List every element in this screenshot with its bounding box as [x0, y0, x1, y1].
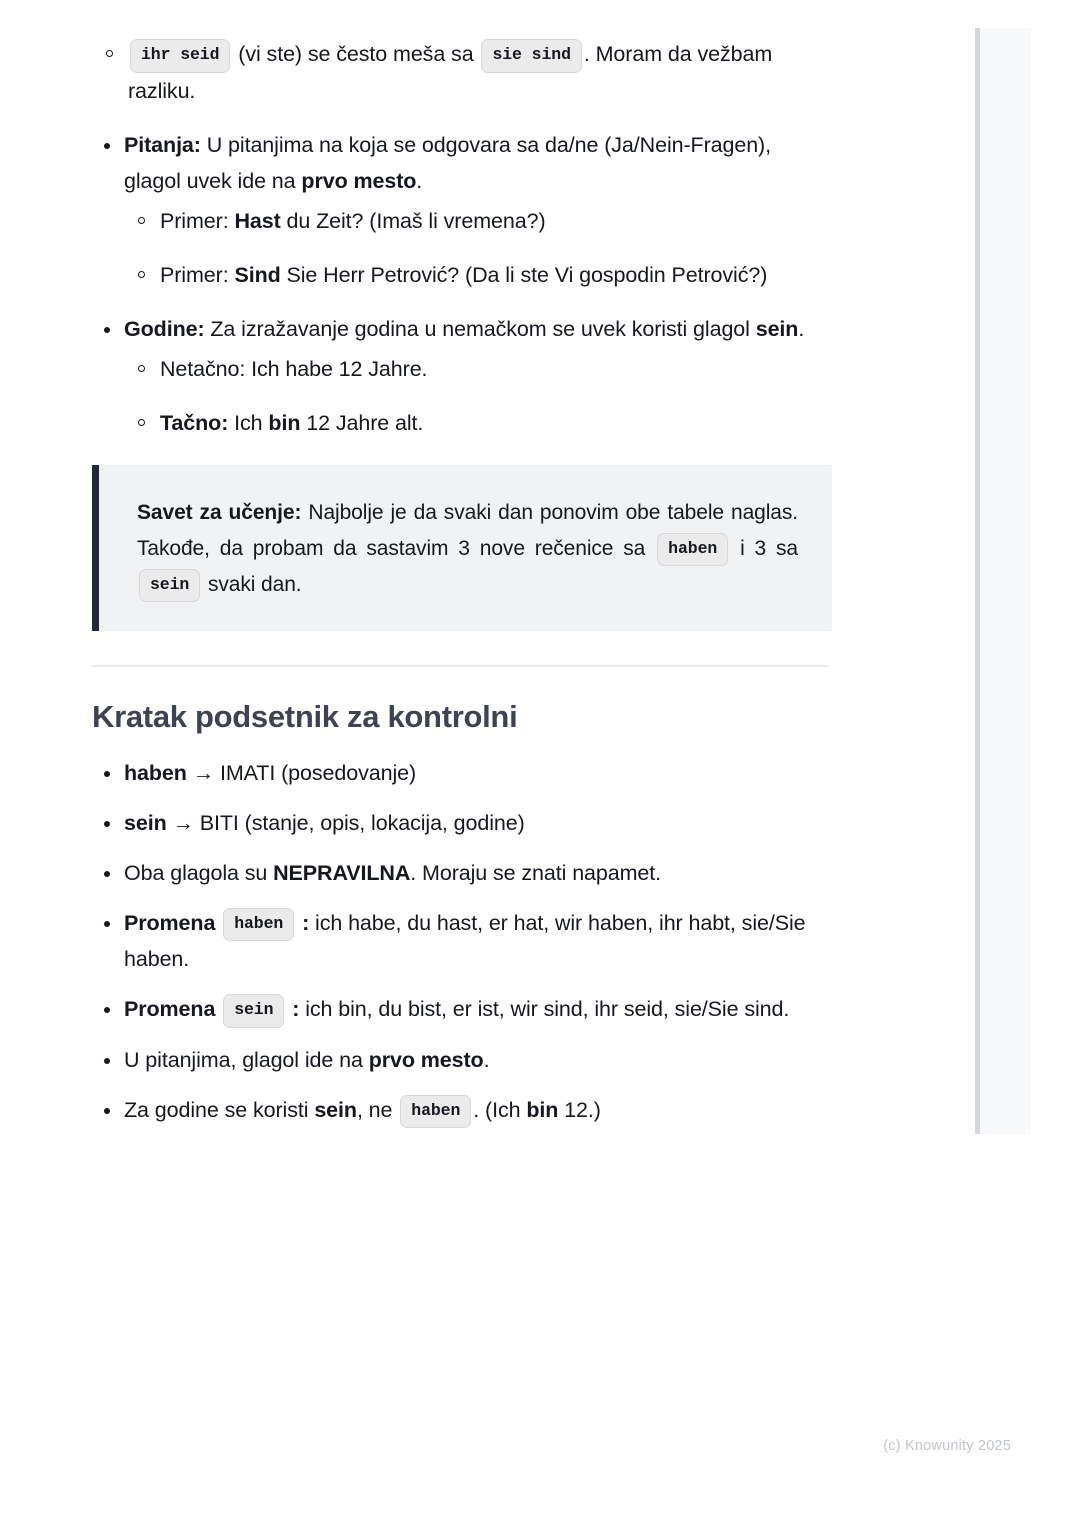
- sub-suffix: du Zeit? (Imaš li vremena?): [280, 208, 546, 233]
- list-item: [124, 203, 832, 239]
- sub-emphasis: Sind: [234, 262, 281, 287]
- code-chip-haben: haben: [657, 533, 728, 567]
- summary-text-before: Za godine se koristi: [124, 1097, 315, 1122]
- sub-suffix: Ich: [228, 410, 269, 435]
- summary-emphasis: prvo mesto: [368, 1047, 484, 1072]
- summary-term: Promena: [124, 910, 216, 935]
- list-item-text: (vi ste) se često meša sa: [232, 42, 480, 66]
- sub-suffix-2: 12 Jahre alt.: [300, 410, 424, 435]
- summary-term: Promena: [124, 997, 216, 1021]
- code-chip-sie-sind: sie sind: [481, 39, 581, 73]
- bullet-emphasis: prvo mesto: [301, 168, 417, 193]
- list-item: [92, 755, 832, 791]
- bullet-body-tail: .: [798, 316, 805, 341]
- list-item: [92, 36, 832, 109]
- list-item: [92, 1042, 832, 1078]
- bullet-emphasis: sein: [755, 316, 799, 341]
- summary-term: sein: [124, 810, 167, 835]
- list-item: [92, 905, 832, 978]
- study-tip-callout: [92, 465, 832, 631]
- list-item-text-tail: . Moram da vežbam razliku.: [128, 42, 773, 103]
- sub-emphasis: Hast: [234, 208, 281, 233]
- summary-text-before: U pitanjima, glagol ide na: [124, 1047, 369, 1072]
- scroll-panel-edge[interactable]: [975, 28, 1031, 1134]
- list-item: [124, 405, 832, 441]
- callout-text-2: i 3 sa: [730, 536, 798, 560]
- summary-definition: ich habe, du hast, er hat, wir haben, ihr habt, sie/Sie haben.: [124, 910, 806, 971]
- sub-emphasis-2: bin: [268, 410, 301, 435]
- sub-prefix: Primer:: [160, 262, 235, 287]
- document-content: [92, 36, 832, 1142]
- sub-prefix: Primer:: [160, 208, 235, 233]
- summary-emphasis: sein: [314, 1097, 357, 1122]
- section-divider: [92, 665, 828, 667]
- list-item: [92, 805, 832, 841]
- summary-emphasis: NEPRAVILNA: [273, 860, 411, 885]
- summary-text-end: 12.): [558, 1097, 601, 1122]
- list-item: [124, 351, 832, 387]
- list-item: [92, 855, 832, 891]
- callout-label: Savet za učenje:: [137, 500, 302, 524]
- bullet-label: Pitanja:: [124, 132, 201, 157]
- summary-definition: ich bin, du bist, er ist, wir sind, ihr seid, sie/Sie sind.: [299, 997, 790, 1021]
- bullet-item-godine: [92, 311, 832, 441]
- callout-text-1: Najbolje je da svaki dan ponovim obe tabele naglas. Takođe, da probam da sastavim 3 nove rečenice sa: [137, 500, 799, 560]
- code-chip-haben: haben: [223, 908, 294, 942]
- bullet-body-tail: .: [416, 168, 423, 193]
- summary-colon: :: [302, 910, 310, 935]
- summary-emphasis-2: bin: [526, 1097, 559, 1122]
- bullet-item-pitanja: [92, 127, 832, 293]
- summary-text-before: Oba glagola su: [124, 860, 274, 885]
- summary-colon: :: [292, 997, 300, 1021]
- page-footer: (c) Knowunity 2025: [883, 1438, 1011, 1454]
- code-chip-ihr-seid: ihr seid: [130, 39, 230, 73]
- list-item: [92, 1092, 832, 1129]
- list-item: [92, 991, 832, 1028]
- sub-prefix: Netačno: Ich habe 12 Jahre.: [160, 356, 428, 381]
- summary-definition: → IMATI (posedovanje): [186, 760, 417, 785]
- list-item: [124, 257, 832, 293]
- bullet-body: Za izražavanje godina u nemačkom se uvek koristi glagol: [204, 316, 756, 341]
- summary-list: [92, 755, 832, 1129]
- main-bullet-list: [92, 127, 832, 441]
- continued-sublist: [92, 36, 832, 109]
- callout-text-3: svaki dan.: [202, 572, 302, 596]
- sublist-pitanja: [124, 203, 832, 293]
- code-chip-sein: sein: [223, 994, 284, 1028]
- callout-paragraph: [137, 495, 798, 603]
- summary-text-after: . Moraju se znati napamet.: [410, 860, 662, 885]
- sub-suffix: Sie Herr Petrović? (Da li ste Vi gospodin Petrović?): [280, 262, 768, 287]
- page-title: Kratak podsetnik za kontrolni: [92, 698, 518, 734]
- code-chip-sein: sein: [139, 569, 200, 603]
- bullet-label: Godine:: [124, 316, 205, 341]
- bullet-body: U pitanjima na koja se odgovara sa da/ne (Ja/Nein-Fragen), glagol uvek ide na: [124, 132, 771, 193]
- summary-definition: → BITI (stanje, opis, lokacija, godine): [166, 810, 525, 835]
- summary-text-after: . (Ich: [473, 1097, 527, 1122]
- summary-term: haben: [124, 760, 187, 785]
- summary-text-mid: , ne: [356, 1097, 399, 1122]
- code-chip-haben: haben: [400, 1095, 471, 1129]
- sublist-godine: [124, 351, 832, 441]
- sub-emphasis: Tačno:: [160, 410, 229, 435]
- summary-text-after: .: [483, 1047, 490, 1072]
